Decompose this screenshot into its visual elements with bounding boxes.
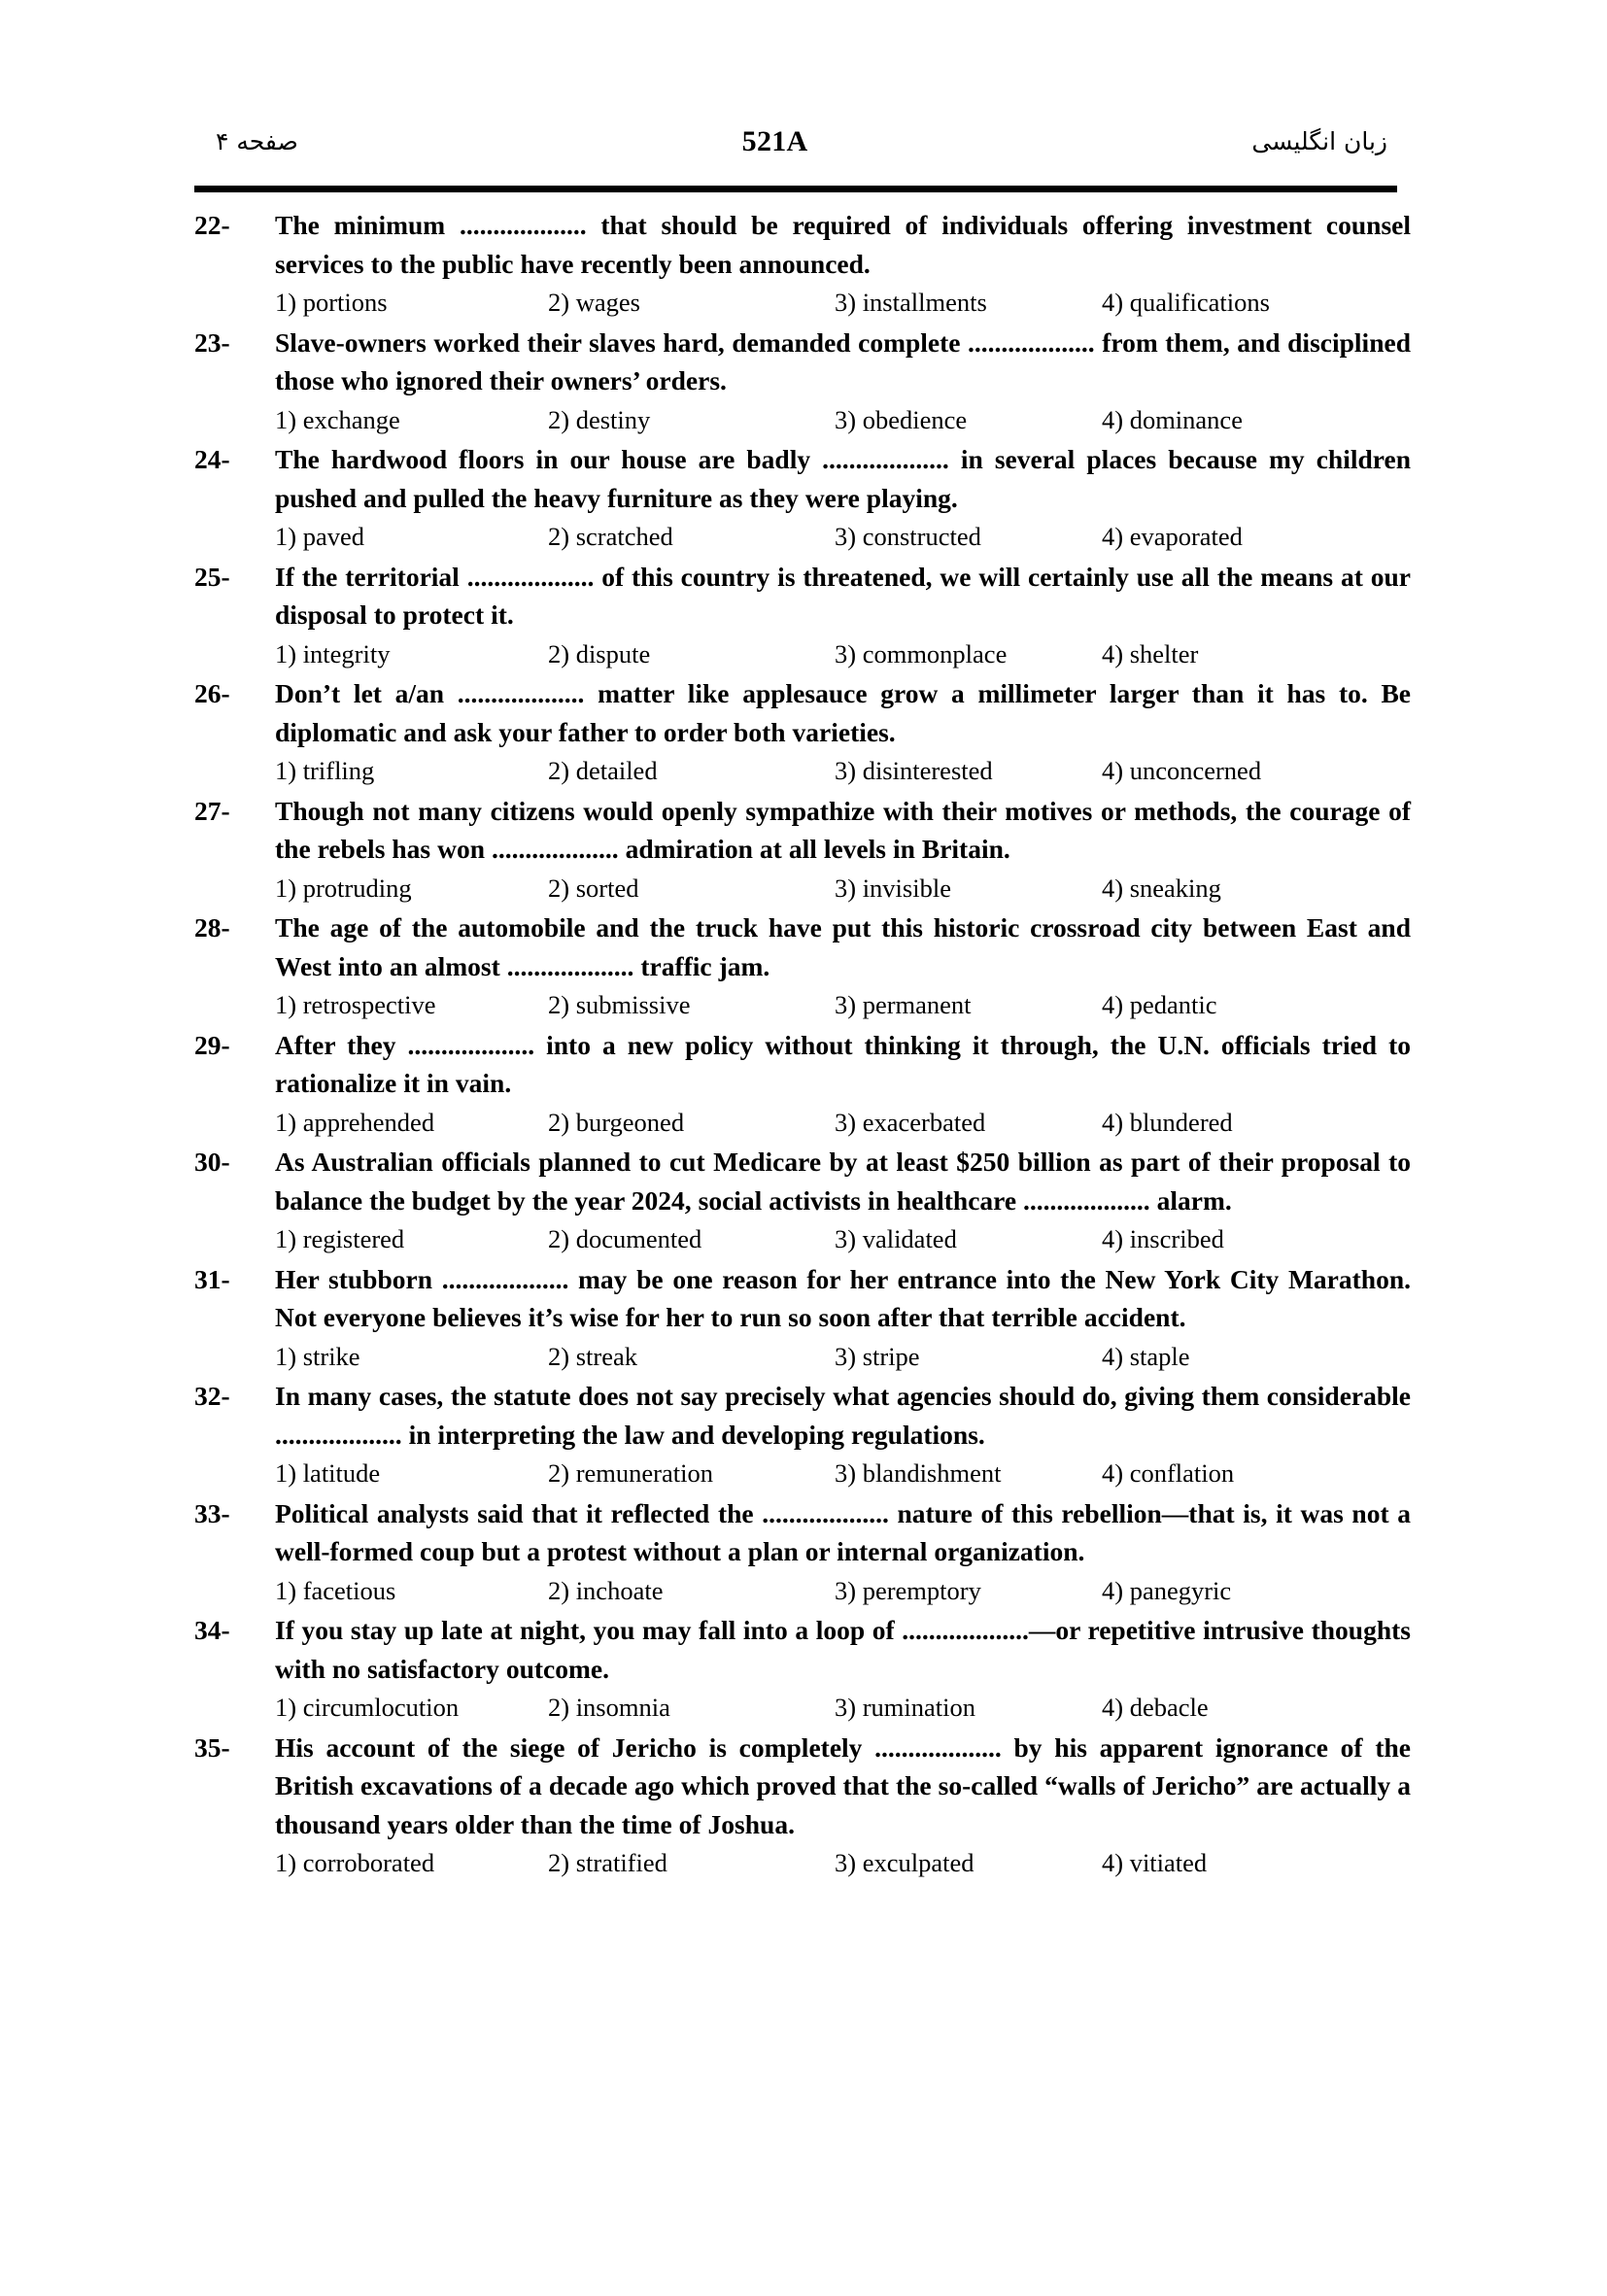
question-item — [194, 1026, 1411, 1144]
option-choice-1[interactable]: 1) latitude — [275, 1458, 381, 1488]
option-choice-3[interactable]: 3) permanent — [835, 990, 972, 1019]
option-choice-2[interactable]: 2) dispute — [548, 638, 651, 668]
option-choice-2[interactable]: 2) remuneration — [548, 1458, 713, 1488]
question-number: 29- — [194, 1029, 230, 1060]
option-choice-1[interactable]: 1) registered — [275, 1224, 405, 1253]
option-row — [275, 517, 1411, 558]
question-stem: If you stay up late at night, you may fall into a loop of ...................—or repetitive intrusive thoughts with no satisfactory outcome. — [275, 1615, 1411, 1684]
option-choice-4[interactable]: 4) unconcerned — [1102, 756, 1262, 785]
question-stem: The minimum ................... that should be required of individuals offering investment counsel services to the public have recently been announced. — [275, 210, 1411, 279]
option-choice-2[interactable]: 2) detailed — [548, 756, 658, 785]
question-body — [275, 1260, 1411, 1378]
option-row — [275, 283, 1411, 324]
option-choice-1[interactable]: 1) corroborated — [275, 1848, 435, 1877]
question-body — [275, 674, 1411, 792]
question-number: 34- — [194, 1615, 230, 1645]
page-number-label: صفحه ۴ — [216, 127, 298, 155]
option-choice-4[interactable]: 4) inscribed — [1102, 1224, 1224, 1253]
question-stem: After they ................... into a new policy without thinking it through, the U.N. officials tried to rationalize it in vain. — [275, 1029, 1411, 1098]
option-choice-3[interactable]: 3) stripe — [835, 1341, 920, 1371]
option-choice-3[interactable]: 3) invisible — [835, 873, 951, 903]
question-stem: The age of the automobile and the truck have put this historic crossroad city between East and West into an almost ................... traffic jam. — [275, 912, 1411, 981]
option-choice-2[interactable]: 2) documented — [548, 1224, 702, 1253]
question-stem: Though not many citizens would openly sympathize with their motives or methods, the courage of the rebels has won ................... admiration at all levels in Britain. — [275, 795, 1411, 864]
question-item — [194, 1494, 1411, 1612]
option-row — [275, 985, 1411, 1026]
question-stem: His account of the siege of Jericho is completely ................... by his apparent ignorance of the British excavations of a decade ago which proved that the so-called “walls of Jericho” are actually a thousand years older than the time of Joshua. — [275, 1731, 1411, 1839]
question-body — [275, 1026, 1411, 1144]
option-choice-2[interactable]: 2) stratified — [548, 1848, 667, 1877]
option-choice-1[interactable]: 1) facetious — [275, 1575, 396, 1605]
question-number: 30- — [194, 1147, 230, 1177]
option-choice-4[interactable]: 4) vitiated — [1102, 1848, 1208, 1877]
question-body — [275, 440, 1411, 558]
option-choice-1[interactable]: 1) protruding — [275, 873, 412, 903]
option-row — [275, 1843, 1411, 1884]
option-row — [275, 869, 1411, 909]
option-choice-3[interactable]: 3) commonplace — [835, 638, 1008, 668]
option-choice-3[interactable]: 3) validated — [835, 1224, 957, 1253]
question-item — [194, 908, 1411, 1026]
question-item — [194, 206, 1411, 324]
option-choice-4[interactable]: 4) shelter — [1102, 638, 1199, 668]
question-item — [194, 1260, 1411, 1378]
question-stem: As Australian officials planned to cut Medicare by at least $250 billion as part of their proposal to balance the budget by the year 2024, social activists in healthcare ................... alarm. — [275, 1147, 1411, 1216]
question-number: 28- — [194, 912, 230, 942]
option-choice-1[interactable]: 1) integrity — [275, 638, 391, 668]
option-row — [275, 1571, 1411, 1612]
question-item — [194, 1377, 1411, 1494]
option-choice-2[interactable]: 2) burgeoned — [548, 1107, 685, 1137]
option-row — [275, 1337, 1411, 1378]
option-row — [275, 634, 1411, 675]
question-body — [275, 1143, 1411, 1260]
subject-title: زبان انگلیسی — [1251, 127, 1387, 155]
question-number: 27- — [194, 795, 230, 826]
option-choice-4[interactable]: 4) qualifications — [1102, 288, 1270, 317]
option-choice-1[interactable]: 1) apprehended — [275, 1107, 435, 1137]
booklet-code: 521A — [741, 125, 808, 157]
question-item — [194, 792, 1411, 909]
option-choice-4[interactable]: 4) sneaking — [1102, 873, 1221, 903]
header-divider — [194, 186, 1397, 192]
option-choice-2[interactable]: 2) streak — [548, 1341, 637, 1371]
question-body — [275, 206, 1411, 324]
option-choice-4[interactable]: 4) pedantic — [1102, 990, 1217, 1019]
question-body — [275, 1729, 1411, 1884]
option-choice-4[interactable]: 4) panegyric — [1102, 1575, 1232, 1605]
question-number: 22- — [194, 210, 230, 240]
option-choice-2[interactable]: 2) scratched — [548, 522, 673, 551]
option-choice-2[interactable]: 2) insomnia — [548, 1693, 670, 1722]
option-row — [275, 1454, 1411, 1494]
option-choice-3[interactable]: 3) peremptory — [835, 1575, 981, 1605]
question-stem: Political analysts said that it reflected the ................... nature of this rebellion—that is, it was not a well-formed coup but a protest without a plan or internal organization. — [275, 1497, 1411, 1566]
question-body — [275, 1611, 1411, 1729]
question-item — [194, 1729, 1411, 1884]
option-choice-3[interactable]: 3) obedience — [835, 404, 968, 434]
option-choice-3[interactable]: 3) installments — [835, 288, 987, 317]
question-number: 24- — [194, 444, 230, 474]
question-stem: If the territorial ................... of this country is threatened, we will certainly use all the means at our disposal to protect it. — [275, 561, 1411, 630]
option-row — [275, 1219, 1411, 1260]
question-number: 32- — [194, 1381, 230, 1411]
option-choice-1[interactable]: 1) strike — [275, 1341, 360, 1371]
option-row — [275, 1103, 1411, 1144]
option-row — [275, 1688, 1411, 1729]
option-choice-4[interactable]: 4) blundered — [1102, 1107, 1233, 1137]
option-choice-2[interactable]: 2) sorted — [548, 873, 639, 903]
page-header — [194, 124, 1397, 179]
question-item — [194, 1611, 1411, 1729]
question-item — [194, 1143, 1411, 1260]
option-choice-4[interactable]: 4) evaporated — [1102, 522, 1243, 551]
question-item — [194, 324, 1411, 441]
question-body — [275, 792, 1411, 909]
question-number: 26- — [194, 678, 230, 708]
option-row — [275, 400, 1411, 441]
question-item — [194, 440, 1411, 558]
option-choice-4[interactable]: 4) dominance — [1102, 404, 1243, 434]
option-choice-3[interactable]: 3) exculpated — [835, 1848, 974, 1877]
question-body — [275, 908, 1411, 1026]
option-choice-1[interactable]: 1) circumlocution — [275, 1693, 460, 1722]
option-choice-1[interactable]: 1) retrospective — [275, 990, 436, 1019]
option-choice-2[interactable]: 2) submissive — [548, 990, 691, 1019]
option-choice-3[interactable]: 3) constructed — [835, 522, 981, 551]
option-choice-4[interactable]: 4) debacle — [1102, 1693, 1209, 1722]
question-stem: Slave-owners worked their slaves hard, demanded complete ................... from them, and disciplined those who ignored their owners’ orders. — [275, 326, 1411, 395]
question-list — [194, 206, 1411, 1884]
question-stem: Don’t let a/an ................... matter like applesauce grow a millimeter larger than it has to. Be diplomatic and ask your father to order both varieties. — [275, 678, 1411, 747]
question-body — [275, 324, 1411, 441]
option-choice-1[interactable]: 1) portions — [275, 288, 388, 317]
option-choice-3[interactable]: 3) rumination — [835, 1693, 975, 1722]
question-stem: Her stubborn ................... may be one reason for her entrance into the New York City Marathon. Not everyone believes it’s wise for her to run so soon after that terrible accident. — [275, 1263, 1411, 1332]
question-number: 23- — [194, 326, 230, 358]
question-number: 33- — [194, 1497, 230, 1528]
option-choice-2[interactable]: 2) wages — [548, 288, 640, 317]
question-stem: The hardwood floors in our house are badly ................... in several places because my children pushed and pulled the heavy furniture as they were playing. — [275, 444, 1411, 513]
question-body — [275, 558, 1411, 675]
option-choice-2[interactable]: 2) destiny — [548, 404, 651, 434]
question-item — [194, 558, 1411, 675]
option-choice-4[interactable]: 4) staple — [1102, 1341, 1190, 1371]
question-number: 25- — [194, 561, 230, 592]
option-choice-1[interactable]: 1) trifling — [275, 756, 375, 785]
option-choice-4[interactable]: 4) conflation — [1102, 1458, 1235, 1488]
option-choice-3[interactable]: 3) blandishment — [835, 1458, 1002, 1488]
option-choice-1[interactable]: 1) exchange — [275, 404, 400, 434]
question-stem: In many cases, the statute does not say precisely what agencies should do, giving them considerable ................... in interpreting the law and developing regulations. — [275, 1381, 1411, 1450]
question-body — [275, 1377, 1411, 1494]
question-body — [275, 1494, 1411, 1612]
option-choice-3[interactable]: 3) exacerbated — [835, 1107, 986, 1137]
question-item — [194, 674, 1411, 792]
option-choice-1[interactable]: 1) paved — [275, 522, 364, 551]
option-choice-2[interactable]: 2) inchoate — [548, 1575, 664, 1605]
option-choice-3[interactable]: 3) disinterested — [835, 756, 993, 785]
question-number: 31- — [194, 1263, 230, 1294]
option-row — [275, 751, 1411, 792]
question-number: 35- — [194, 1731, 230, 1763]
